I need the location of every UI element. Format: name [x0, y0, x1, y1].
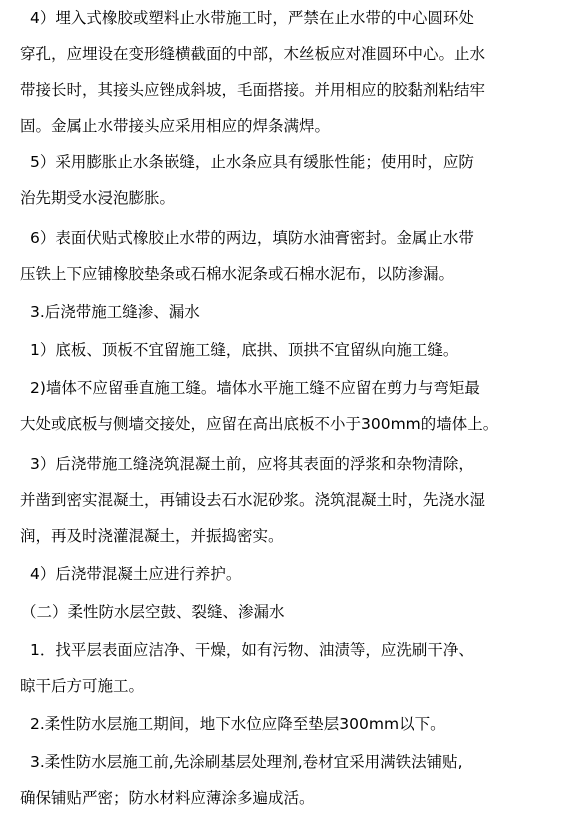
paragraph-line: 大处或底板与侧墙交接处，应留在高出底板不小于300mm的墙体上。 [20, 415, 499, 433]
paragraph-line: 治先期受水浸泡膨胀。 [20, 189, 176, 207]
paragraph-line: 压铁上下应铺橡胶垫条或石棉水泥条或石棉水泥布，以防渗漏。 [20, 265, 455, 283]
paragraph-line: 穿孔，应埋设在变形缝横截面的中部，木丝板应对准圆环中心。止水 [20, 45, 486, 63]
paragraph-line: 4）后浇带混凝土应进行养护。 [30, 565, 242, 583]
paragraph-line: 带接长时，其接头应锉成斜坡，毛面搭接。并用相应的胶黏剂粘结牢 [20, 81, 486, 99]
paragraph-line: 晾干后方可施工。 [20, 677, 145, 695]
paragraph-line: 润，再及时浇灌混凝土，并振捣密实。 [20, 527, 284, 545]
paragraph-line: 2)墙体不应留垂直施工缝。墙体水平施工缝不应留在剪力与弯矩最 [30, 379, 480, 397]
paragraph-line: 1．找平层表面应洁净、干燥，如有污物、油渍等，应洗刷干净、 [30, 641, 474, 659]
paragraph-line: 并凿到密实混凝土，再铺设去石水泥砂浆。浇筑混凝土时，先浇水湿 [20, 491, 486, 509]
paragraph-line: 5）采用膨胀止水条嵌缝，止水条应具有缓胀性能；使用时，应防 [30, 153, 474, 171]
paragraph-line: 4）埋入式橡胶或塑料止水带施工时，严禁在止水带的中心圆环处 [30, 9, 474, 27]
paragraph-line: 固。金属止水带接头应采用相应的焊条满焊。 [20, 117, 331, 135]
paragraph-line: 2.柔性防水层施工期间，地下水位应降至垫层300mm以下。 [30, 715, 446, 733]
section-heading: （二）柔性防水层空鼓、裂缝、渗漏水 [21, 603, 285, 621]
paragraph-line: 6）表面伏贴式橡胶止水带的两边，填防水油膏密封。金属止水带 [30, 229, 474, 247]
paragraph-line: 确保铺贴严密；防水材料应薄涂多遍成活。 [20, 789, 315, 807]
paragraph-line: 3.柔性防水层施工前,先涂刷基层处理剂,卷材宜采用满铁法铺贴, [30, 753, 463, 771]
paragraph-line: 1）底板、顶板不宜留施工缝，底拱、顶拱不宜留纵向施工缝。 [30, 341, 459, 359]
paragraph-line: 3）后浇带施工缝浇筑混凝土前，应将其表面的浮浆和杂物清除， [30, 455, 474, 473]
section-heading: 3.后浇带施工缝渗、漏水 [30, 303, 200, 321]
